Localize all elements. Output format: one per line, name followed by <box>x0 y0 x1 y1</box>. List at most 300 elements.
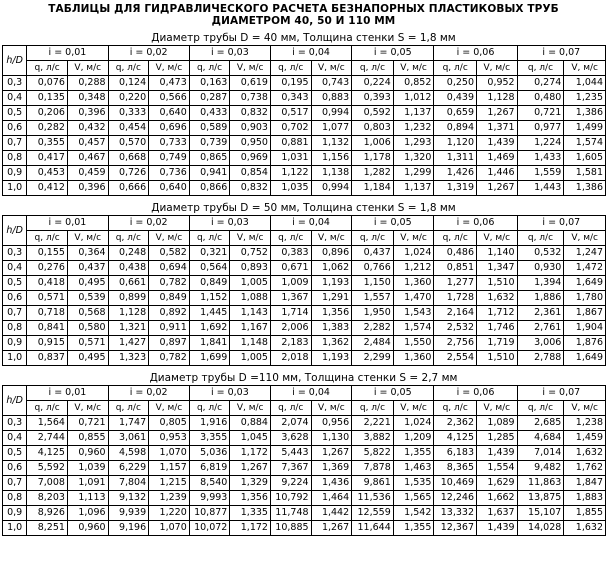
flow-rate-cell: 6,819 <box>189 461 230 476</box>
velocity-cell: 0,582 <box>149 246 190 261</box>
title-line-2: ДИАМЕТРОМ 40, 50 И 110 ММ <box>211 15 396 27</box>
flow-rate-cell: 0,248 <box>108 246 149 261</box>
v-header: V, м/с <box>393 61 434 76</box>
velocity-cell: 1,062 <box>311 261 352 276</box>
tables-container <box>0 32 607 536</box>
velocity-cell: 1,360 <box>393 351 434 366</box>
velocity-cell: 0,467 <box>67 151 108 166</box>
table-row <box>3 121 606 136</box>
velocity-cell: 1,235 <box>564 91 606 106</box>
flow-rate-cell: 0,155 <box>27 246 68 261</box>
velocity-cell: 1,193 <box>311 351 352 366</box>
flow-rate-cell: 0,486 <box>434 246 477 261</box>
velocity-cell: 0,852 <box>393 76 434 91</box>
table-caption: Диаметр трубы D = 50 мм, Толщина стенки S = 1,8 мм <box>151 202 456 214</box>
v-header: V, м/с <box>564 231 606 246</box>
velocity-cell: 1,436 <box>311 476 352 491</box>
velocity-cell: 0,994 <box>311 106 352 121</box>
flow-rate-cell: 1,433 <box>517 151 564 166</box>
flow-rate-cell: 2,164 <box>434 306 477 321</box>
velocity-cell: 1,629 <box>477 476 518 491</box>
flow-rate-cell: 2,484 <box>352 336 394 351</box>
velocity-cell: 0,969 <box>230 151 271 166</box>
velocity-cell: 0,566 <box>149 91 190 106</box>
q-header: q, л/с <box>27 61 68 76</box>
flow-rate-cell: 0,532 <box>517 246 564 261</box>
flow-rate-cell: 7,367 <box>270 461 311 476</box>
flow-rate-cell: 0,718 <box>27 306 68 321</box>
flow-rate-cell: 2,282 <box>352 321 394 336</box>
flow-rate-cell: 0,321 <box>189 246 230 261</box>
velocity-cell: 0,897 <box>149 336 190 351</box>
velocity-cell: 0,911 <box>149 321 190 336</box>
velocity-cell: 1,299 <box>393 166 434 181</box>
velocity-cell: 1,712 <box>477 306 518 321</box>
flow-rate-cell: 1,178 <box>352 151 394 166</box>
slope-header: i = 0,04 <box>270 216 351 231</box>
velocity-cell: 0,571 <box>67 336 108 351</box>
flow-rate-cell: 8,251 <box>27 521 68 536</box>
flow-rate-cell: 0,418 <box>27 276 68 291</box>
velocity-cell: 1,780 <box>564 291 606 306</box>
velocity-cell: 0,457 <box>67 136 108 151</box>
flow-rate-cell: 10,072 <box>189 521 230 536</box>
flow-rate-cell: 0,274 <box>517 76 564 91</box>
velocity-cell: 1,446 <box>477 166 518 181</box>
flow-rate-cell: 0,661 <box>108 276 149 291</box>
flow-rate-cell: 0,726 <box>108 166 149 181</box>
velocity-cell: 1,089 <box>477 416 518 431</box>
velocity-cell: 1,554 <box>477 461 518 476</box>
flow-rate-cell: 1,367 <box>270 291 311 306</box>
table-row <box>3 181 606 196</box>
flow-rate-cell: 14,028 <box>517 521 564 536</box>
hd-value: 0,8 <box>3 151 27 166</box>
q-header: q, л/с <box>189 231 230 246</box>
flow-rate-cell: 0,702 <box>270 121 311 136</box>
hydraulic-table <box>2 45 606 196</box>
velocity-cell: 0,495 <box>67 276 108 291</box>
velocity-cell: 1,285 <box>477 431 518 446</box>
flow-rate-cell: 2,532 <box>434 321 477 336</box>
flow-rate-cell: 0,851 <box>434 261 477 276</box>
flow-rate-cell: 1,323 <box>108 351 149 366</box>
hd-value: 0,3 <box>3 416 27 431</box>
flow-rate-cell: 0,393 <box>352 91 394 106</box>
velocity-cell: 0,396 <box>67 106 108 121</box>
velocity-cell: 1,137 <box>393 181 434 196</box>
hd-value: 0,8 <box>3 491 27 506</box>
velocity-cell: 0,782 <box>149 276 190 291</box>
q-header: q, л/с <box>517 61 564 76</box>
velocity-cell: 1,143 <box>230 306 271 321</box>
q-header: q, л/с <box>108 61 149 76</box>
flow-rate-cell: 12,246 <box>434 491 477 506</box>
flow-rate-cell: 1,128 <box>108 306 149 321</box>
slope-header: i = 0,02 <box>108 216 189 231</box>
v-header: V, м/с <box>564 61 606 76</box>
slope-header: i = 0,07 <box>517 386 605 401</box>
v-header: V, м/с <box>477 231 518 246</box>
flow-rate-cell: 4,684 <box>517 431 564 446</box>
q-header: q, л/с <box>434 61 477 76</box>
velocity-cell: 0,855 <box>67 431 108 446</box>
flow-rate-cell: 0,076 <box>27 76 68 91</box>
velocity-cell: 1,293 <box>393 136 434 151</box>
velocity-cell: 1,371 <box>477 121 518 136</box>
table-caption: Диаметр трубы D = 40 мм, Толщина стенки S = 1,8 мм <box>151 32 456 44</box>
q-header: q, л/с <box>352 231 394 246</box>
velocity-cell: 1,077 <box>311 121 352 136</box>
velocity-cell: 1,137 <box>393 106 434 121</box>
velocity-cell: 1,904 <box>564 321 606 336</box>
velocity-cell: 1,855 <box>564 506 606 521</box>
velocity-cell: 1,247 <box>564 246 606 261</box>
flow-rate-cell: 0,355 <box>27 136 68 151</box>
hd-header: h/D <box>3 386 27 416</box>
hd-value: 0,9 <box>3 166 27 181</box>
flow-rate-cell: 0,865 <box>189 151 230 166</box>
slope-header: i = 0,04 <box>270 386 351 401</box>
slope-header: i = 0,05 <box>352 46 434 61</box>
flow-rate-cell: 1,557 <box>352 291 394 306</box>
flow-rate-cell: 0,841 <box>27 321 68 336</box>
velocity-cell: 1,867 <box>564 306 606 321</box>
flow-rate-cell: 0,433 <box>189 106 230 121</box>
table-row <box>3 291 606 306</box>
q-header: q, л/с <box>352 401 394 416</box>
flow-rate-cell: 0,412 <box>27 181 68 196</box>
flow-rate-cell: 5,822 <box>352 446 394 461</box>
flow-rate-cell: 2,183 <box>270 336 311 351</box>
velocity-cell: 0,854 <box>230 166 271 181</box>
flow-rate-cell: 2,744 <box>27 431 68 446</box>
hd-value: 0,9 <box>3 506 27 521</box>
velocity-cell: 0,348 <box>67 91 108 106</box>
velocity-cell: 0,640 <box>149 106 190 121</box>
velocity-cell: 1,442 <box>311 506 352 521</box>
flow-rate-cell: 0,766 <box>352 261 394 276</box>
table-row <box>3 446 606 461</box>
flow-rate-cell: 9,224 <box>270 476 311 491</box>
velocity-cell: 0,956 <box>311 416 352 431</box>
velocity-cell: 0,952 <box>477 76 518 91</box>
flow-rate-cell: 9,132 <box>108 491 149 506</box>
velocity-cell: 0,884 <box>230 416 271 431</box>
hd-value: 0,9 <box>3 336 27 351</box>
velocity-cell: 0,903 <box>230 121 271 136</box>
velocity-cell: 1,632 <box>477 291 518 306</box>
velocity-cell: 0,580 <box>67 321 108 336</box>
flow-rate-cell: 2,554 <box>434 351 477 366</box>
slope-header: i = 0,04 <box>270 46 351 61</box>
flow-rate-cell: 0,163 <box>189 76 230 91</box>
velocity-cell: 1,565 <box>393 491 434 506</box>
velocity-cell: 1,209 <box>393 431 434 446</box>
flow-rate-cell: 0,195 <box>270 76 311 91</box>
hd-value: 0,3 <box>3 76 27 91</box>
flow-rate-cell: 10,877 <box>189 506 230 521</box>
flow-rate-cell: 0,668 <box>108 151 149 166</box>
velocity-cell: 1,193 <box>311 276 352 291</box>
velocity-cell: 0,694 <box>149 261 190 276</box>
velocity-cell: 0,288 <box>67 76 108 91</box>
flow-rate-cell: 0,671 <box>270 261 311 276</box>
flow-rate-cell: 0,480 <box>517 91 564 106</box>
flow-rate-cell: 1,443 <box>517 181 564 196</box>
flow-rate-cell: 1,277 <box>434 276 477 291</box>
velocity-cell: 1,632 <box>564 446 606 461</box>
velocity-cell: 1,267 <box>477 106 518 121</box>
velocity-cell: 1,172 <box>230 446 271 461</box>
flow-rate-cell: 0,282 <box>27 121 68 136</box>
table-row <box>3 351 606 366</box>
flow-rate-cell: 3,061 <box>108 431 149 446</box>
flow-rate-cell: 11,748 <box>270 506 311 521</box>
flow-rate-cell: 9,939 <box>108 506 149 521</box>
hd-value: 0,4 <box>3 91 27 106</box>
slope-header: i = 0,07 <box>517 216 605 231</box>
velocity-cell: 1,156 <box>311 151 352 166</box>
velocity-cell: 1,096 <box>67 506 108 521</box>
flow-rate-cell: 0,899 <box>108 291 149 306</box>
table-row <box>3 136 606 151</box>
velocity-cell: 1,355 <box>393 521 434 536</box>
velocity-cell: 0,721 <box>67 416 108 431</box>
q-header: q, л/с <box>270 231 311 246</box>
velocity-cell: 0,749 <box>149 151 190 166</box>
v-header: V, м/с <box>149 231 190 246</box>
velocity-cell: 0,733 <box>149 136 190 151</box>
table-row <box>3 276 606 291</box>
flow-rate-cell: 12,367 <box>434 521 477 536</box>
velocity-cell: 1,386 <box>564 106 606 121</box>
velocity-cell: 1,157 <box>149 461 190 476</box>
flow-rate-cell: 3,006 <box>517 336 564 351</box>
velocity-cell: 0,892 <box>149 306 190 321</box>
hd-value: 0,4 <box>3 261 27 276</box>
velocity-cell: 0,752 <box>230 246 271 261</box>
flow-rate-cell: 0,343 <box>270 91 311 106</box>
velocity-cell: 0,495 <box>67 351 108 366</box>
velocity-cell: 1,574 <box>393 321 434 336</box>
flow-rate-cell: 2,761 <box>517 321 564 336</box>
flow-rate-cell: 0,135 <box>27 91 68 106</box>
velocity-cell: 1,439 <box>477 446 518 461</box>
q-header: q, л/с <box>27 231 68 246</box>
table-row <box>3 476 606 491</box>
flow-rate-cell: 1,031 <box>270 151 311 166</box>
v-header: V, м/с <box>564 401 606 416</box>
velocity-cell: 0,960 <box>67 521 108 536</box>
velocity-cell: 0,953 <box>149 431 190 446</box>
velocity-cell: 0,432 <box>67 121 108 136</box>
v-header: V, м/с <box>149 401 190 416</box>
flow-rate-cell: 2,299 <box>352 351 394 366</box>
v-header: V, м/с <box>149 61 190 76</box>
flow-rate-cell: 1,184 <box>352 181 394 196</box>
velocity-cell: 0,459 <box>67 166 108 181</box>
flow-rate-cell: 1,224 <box>517 136 564 151</box>
velocity-cell: 1,044 <box>564 76 606 91</box>
velocity-cell: 1,383 <box>311 321 352 336</box>
flow-rate-cell: 8,203 <box>27 491 68 506</box>
flow-rate-cell: 0,454 <box>108 121 149 136</box>
velocity-cell: 0,738 <box>230 91 271 106</box>
flow-rate-cell: 7,804 <box>108 476 149 491</box>
velocity-cell: 1,356 <box>311 306 352 321</box>
velocity-cell: 0,805 <box>149 416 190 431</box>
velocity-cell: 1,574 <box>564 136 606 151</box>
flow-rate-cell: 6,183 <box>434 446 477 461</box>
hd-value: 0,3 <box>3 246 27 261</box>
flow-rate-cell: 9,482 <box>517 461 564 476</box>
hydraulic-table <box>2 385 606 536</box>
slope-header: i = 0,03 <box>189 46 270 61</box>
velocity-cell: 1,167 <box>230 321 271 336</box>
velocity-cell: 1,267 <box>311 521 352 536</box>
velocity-cell: 1,005 <box>230 351 271 366</box>
velocity-cell: 0,832 <box>230 181 271 196</box>
flow-rate-cell: 0,721 <box>517 106 564 121</box>
table-row <box>3 431 606 446</box>
velocity-cell: 1,267 <box>477 181 518 196</box>
velocity-cell: 0,696 <box>149 121 190 136</box>
flow-rate-cell: 2,685 <box>517 416 564 431</box>
hd-value: 1,0 <box>3 521 27 536</box>
flow-rate-cell: 6,229 <box>108 461 149 476</box>
flow-rate-cell: 1,747 <box>108 416 149 431</box>
table-row <box>3 336 606 351</box>
hd-header: h/D <box>3 46 27 76</box>
hd-header: h/D <box>3 216 27 246</box>
flow-rate-cell: 0,439 <box>434 91 477 106</box>
q-header: q, л/с <box>189 61 230 76</box>
flow-rate-cell: 8,540 <box>189 476 230 491</box>
velocity-cell: 1,148 <box>230 336 271 351</box>
flow-rate-cell: 0,571 <box>27 291 68 306</box>
v-header: V, м/с <box>230 401 271 416</box>
velocity-cell: 1,464 <box>311 491 352 506</box>
flow-rate-cell: 0,592 <box>352 106 394 121</box>
slope-header: i = 0,05 <box>352 216 434 231</box>
velocity-cell: 1,267 <box>230 461 271 476</box>
flow-rate-cell: 2,018 <box>270 351 311 366</box>
flow-rate-cell: 9,993 <box>189 491 230 506</box>
flow-rate-cell: 3,882 <box>352 431 394 446</box>
flow-rate-cell: 0,438 <box>108 261 149 276</box>
hd-value: 0,6 <box>3 291 27 306</box>
velocity-cell: 1,012 <box>393 91 434 106</box>
flow-rate-cell: 11,863 <box>517 476 564 491</box>
flow-rate-cell: 0,894 <box>434 121 477 136</box>
velocity-cell: 0,782 <box>149 351 190 366</box>
velocity-cell: 1,356 <box>230 491 271 506</box>
velocity-cell: 0,832 <box>230 106 271 121</box>
velocity-cell: 1,662 <box>477 491 518 506</box>
q-header: q, л/с <box>189 401 230 416</box>
hd-value: 0,7 <box>3 136 27 151</box>
flow-rate-cell: 1,886 <box>517 291 564 306</box>
q-header: q, л/с <box>352 61 394 76</box>
velocity-cell: 1,469 <box>477 151 518 166</box>
flow-rate-cell: 2,361 <box>517 306 564 321</box>
velocity-cell: 1,649 <box>564 351 606 366</box>
velocity-cell: 0,896 <box>311 246 352 261</box>
v-header: V, м/с <box>67 401 108 416</box>
flow-rate-cell: 10,792 <box>270 491 311 506</box>
q-header: q, л/с <box>108 231 149 246</box>
flow-rate-cell: 5,443 <box>270 446 311 461</box>
table-row <box>3 521 606 536</box>
velocity-cell: 0,960 <box>67 446 108 461</box>
velocity-cell: 1,637 <box>477 506 518 521</box>
flow-rate-cell: 1,319 <box>434 181 477 196</box>
velocity-cell: 1,355 <box>393 446 434 461</box>
flow-rate-cell: 11,644 <box>352 521 394 536</box>
slope-header: i = 0,06 <box>434 46 517 61</box>
velocity-cell: 0,994 <box>311 181 352 196</box>
flow-rate-cell: 0,287 <box>189 91 230 106</box>
table-caption: Диаметр трубы D =110 мм, Толщина стенки S = 2,7 мм <box>149 372 458 384</box>
flow-rate-cell: 1,152 <box>189 291 230 306</box>
flow-rate-cell: 0,930 <box>517 261 564 276</box>
flow-rate-cell: 1,120 <box>434 136 477 151</box>
velocity-cell: 1,070 <box>149 446 190 461</box>
flow-rate-cell: 1,282 <box>352 166 394 181</box>
flow-rate-cell: 8,926 <box>27 506 68 521</box>
flow-rate-cell: 2,788 <box>517 351 564 366</box>
table-row <box>3 91 606 106</box>
velocity-cell: 1,238 <box>564 416 606 431</box>
velocity-cell: 0,893 <box>230 261 271 276</box>
q-header: q, л/с <box>517 231 564 246</box>
v-header: V, м/с <box>311 61 352 76</box>
velocity-cell: 1,113 <box>67 491 108 506</box>
flow-rate-cell: 1,122 <box>270 166 311 181</box>
slope-header: i = 0,03 <box>189 216 270 231</box>
velocity-cell: 1,045 <box>230 431 271 446</box>
flow-rate-cell: 0,276 <box>27 261 68 276</box>
flow-rate-cell: 9,196 <box>108 521 149 536</box>
flow-rate-cell: 0,206 <box>27 106 68 121</box>
table-row <box>3 261 606 276</box>
slope-header: i = 0,03 <box>189 386 270 401</box>
v-header: V, м/с <box>477 401 518 416</box>
flow-rate-cell: 1,841 <box>189 336 230 351</box>
velocity-cell: 1,746 <box>477 321 518 336</box>
flow-rate-cell: 0,437 <box>352 246 394 261</box>
flow-rate-cell: 13,875 <box>517 491 564 506</box>
hd-value: 0,7 <box>3 476 27 491</box>
velocity-cell: 1,360 <box>393 276 434 291</box>
flow-rate-cell: 1,427 <box>108 336 149 351</box>
table-row <box>3 321 606 336</box>
velocity-cell: 1,215 <box>149 476 190 491</box>
flow-rate-cell: 0,564 <box>189 261 230 276</box>
velocity-cell: 1,542 <box>393 506 434 521</box>
hd-value: 0,6 <box>3 461 27 476</box>
velocity-cell: 0,396 <box>67 181 108 196</box>
flow-rate-cell: 7,008 <box>27 476 68 491</box>
flow-rate-cell: 5,592 <box>27 461 68 476</box>
flow-rate-cell: 3,355 <box>189 431 230 446</box>
velocity-cell: 1,535 <box>393 476 434 491</box>
velocity-cell: 1,439 <box>477 136 518 151</box>
velocity-cell: 0,950 <box>230 136 271 151</box>
flow-rate-cell: 7,014 <box>517 446 564 461</box>
velocity-cell: 1,510 <box>477 351 518 366</box>
